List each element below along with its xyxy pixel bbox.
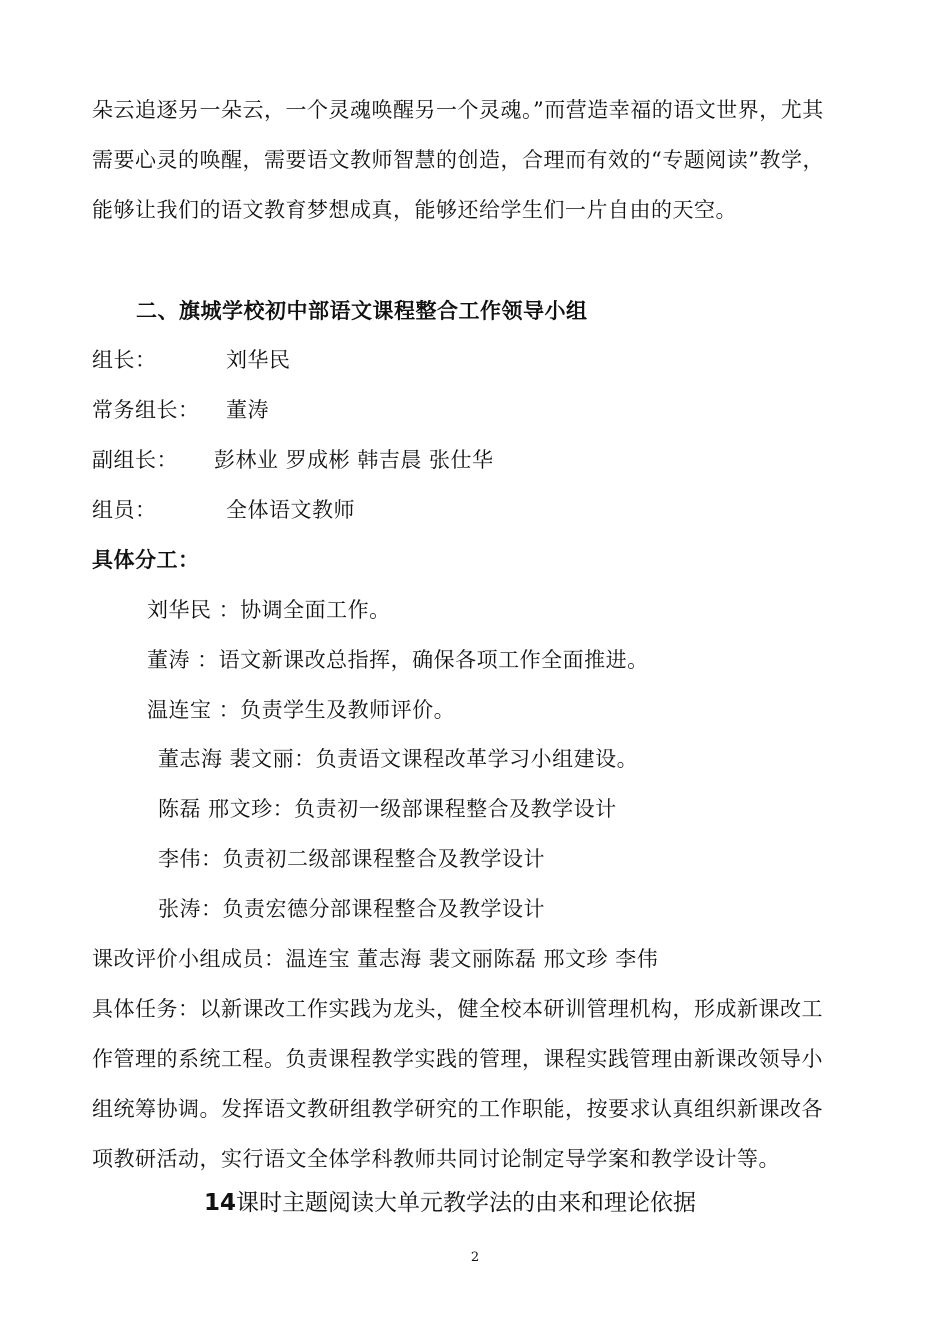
section-heading: 二、旗城学校初中部语文课程整合工作领导小组 — [136, 299, 588, 323]
next-section-number: 14 — [204, 1190, 237, 1216]
division-item: 董涛 ：语文新课改总指挥，确保各项工作全面推进。 — [147, 648, 649, 672]
role-members-label: 组员： — [92, 498, 157, 522]
role-leader-label: 组长： — [92, 348, 157, 372]
tasks-line-2: 作管理的系统工程。负责课程教学实践的管理，课程实践管理由新课改领导小 — [92, 1047, 823, 1071]
next-section-text: 课时主题阅读大单元教学法的由来和理论依据 — [236, 1190, 697, 1216]
evaluation-group: 课改评价小组成员：温连宝 董志海 裴文丽陈磊 邢文珍 李伟 — [92, 947, 659, 971]
role-executive-leader-value: 董涛 — [226, 398, 269, 422]
role-leader — [92, 345, 157, 375]
division-item: 董志海 裴文丽：负责语文课程改革学习小组建设。 — [158, 747, 639, 771]
division-heading: 具体分工： — [92, 548, 200, 572]
tasks-line-3: 组统筹协调。发挥语文教研组教学研究的工作职能，按要求认真组织新课改各 — [92, 1097, 823, 1121]
division-item: 温连宝 ：负责学生及教师评价。 — [147, 698, 456, 722]
division-item: 陈磊 邢文珍：负责初一级部课程整合及教学设计 — [158, 797, 617, 821]
intro-line-1: 朵云追逐另一朵云，一个灵魂唤醒另一个灵魂。”而营造幸福的语文世界，尤其 — [92, 98, 824, 122]
role-leader-value: 刘华民 — [226, 348, 291, 372]
page-number: 2 — [470, 1250, 480, 1265]
next-section-title — [204, 1186, 696, 1220]
role-executive-leader-label: 常务组长： — [92, 398, 200, 422]
tasks-line-4: 项教研活动，实行语文全体学科教师共同讨论制定导学案和教学设计等。 — [92, 1147, 780, 1171]
role-executive-leader — [92, 395, 200, 425]
division-item: 李伟：负责初二级部课程整合及教学设计 — [158, 847, 545, 871]
role-deputy-leader — [92, 445, 178, 475]
tasks-line-1: 具体任务：以新课改工作实践为龙头，健全校本研训管理机构，形成新课改工 — [92, 997, 823, 1021]
role-deputy-leader-label: 副组长： — [92, 448, 178, 472]
intro-line-3: 能够让我们的语文教育梦想成真，能够还给学生们一片自由的天空。 — [92, 198, 737, 222]
division-item: 张涛：负责宏德分部课程整合及教学设计 — [158, 897, 545, 921]
role-members — [92, 495, 157, 525]
role-members-value: 全体语文教师 — [226, 498, 355, 522]
intro-line-2: 需要心灵的唤醒，需要语文教师智慧的创造，合理而有效的“专题阅读”教学， — [92, 148, 824, 172]
division-item: 刘华民 ：协调全面工作。 — [147, 598, 391, 622]
role-deputy-leader-value: 彭林业 罗成彬 韩吉晨 张仕华 — [214, 448, 494, 472]
